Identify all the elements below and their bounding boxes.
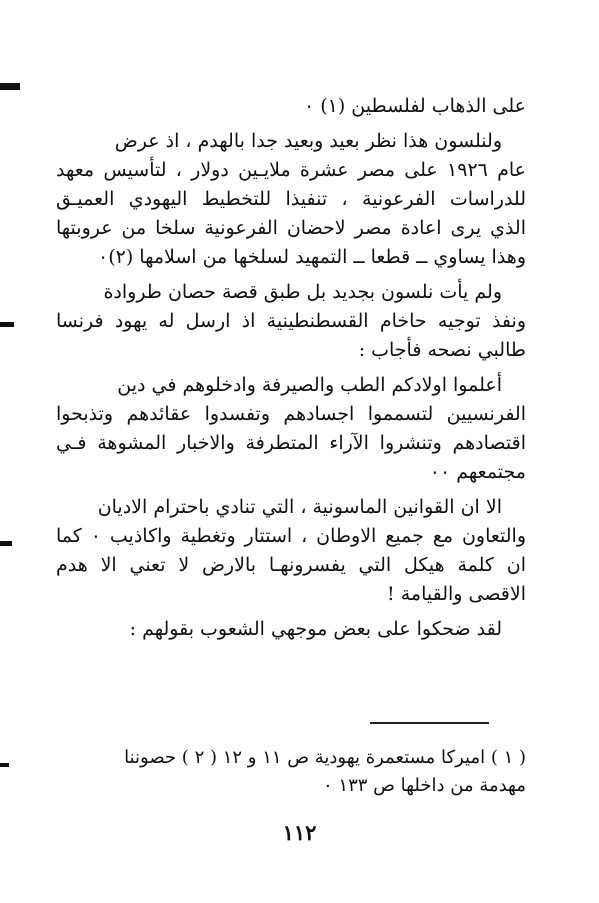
footnotes [56,744,526,800]
text-line: ان كلمة هيكل التي يفسرونهـا بالارض لا تعني الا هدم [56,554,526,576]
text-line: عام ١٩٢٦ على مصر عشرة ملايـين دولار ، لتأسيس معهد [56,159,526,181]
text-line: الفرنسيين لتسمموا اجسادهم وتفسدوا عقائدهم وتذبحوا [56,403,526,425]
text-line: لقد ضحكوا على بعض موجهي الشعوب بقولهم : [129,618,502,640]
body-text [56,92,526,644]
scan-edge-mark [0,322,14,327]
page-number: ١١٢ [282,820,317,845]
text-line: الاقصى والقيامة ! [387,583,526,605]
text-line: أعلموا اولادكم الطب والصيرفة وادخلوهم في دين [117,374,502,396]
text-line: الذي يرى اعادة مصر لاحضان الفرعونية سلخا من عروبتها [56,217,526,239]
text-line: طالبي نصحه فأجاب : [358,339,526,361]
footnote-line: ( ١ ) اميركا مستعمرة يهودية ص ١١ و ١٢ ( ٢ ) حصوننا [124,747,526,768]
text-line: ولم يأت نلسون بجديد بل طبق قصة حصان طروادة [103,281,502,303]
scan-edge-mark [0,83,20,90]
text-line: مجتمعهم ٠٠ [429,461,526,483]
footnote-line: مهدمة من داخلها ص ١٣٣ ٠ [323,775,526,796]
text-line: والتعاون مع جميع الاوطان ، استتار وتغطية واكاذيب ٠ كما [56,525,526,547]
text-line: الا ان القوانين الماسونية ، التي تنادي باحترام الاديان [97,496,502,518]
text-line: اقتصادهم وتنشروا الآراء المتطرفة والاخبار المشوهة فـي [56,432,526,454]
text-line: ولنلسون هذا نظر بعيد وبعيد جدا بالهدم ، اذ عرض [114,130,502,152]
scan-edge-mark [0,541,12,546]
text-line: وهذا يساوي ــ قطعا ــ التمهيد لسلخها من اسلامها (٢)٠ [97,246,526,268]
footnote-divider [370,722,489,724]
text-line: ونفذ توجيه حاخام القسطنطينية اذ ارسل له يهود فرنسا [56,310,526,332]
text-line: للدراسات الفرعونية ، تنفيذا للتخطيط اليهودي العميـق [56,188,526,210]
text-line: على الذهاب لفلسطين (١) ٠ [303,95,526,117]
scan-edge-mark [0,763,9,767]
